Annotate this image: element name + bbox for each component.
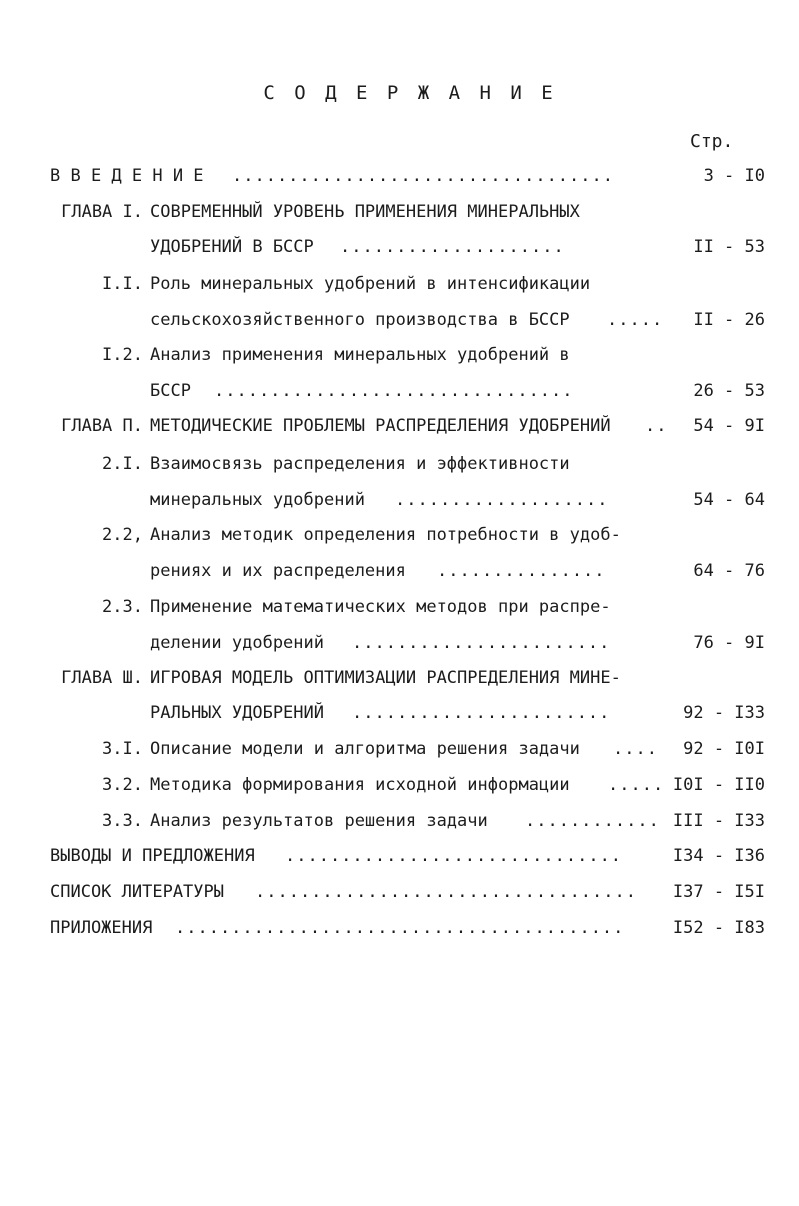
- toc-entry: [0, 772, 799, 798]
- toc-leader-dots: ....................: [340, 237, 565, 257]
- page-title: С О Д Е Р Ж А Н И Е: [263, 82, 557, 104]
- toc-entry: [0, 558, 799, 584]
- toc-entry-pages: III - I33: [672, 811, 765, 831]
- toc-leader-dots: .......................: [352, 703, 611, 723]
- toc-entry-pages: 26 - 53: [693, 381, 765, 401]
- toc-leader-dots: .....: [608, 775, 665, 795]
- toc-leader-dots: .......................: [352, 633, 611, 653]
- toc-entry: [0, 915, 799, 941]
- toc-entry-title: В В Е Д Е Н И Е: [50, 166, 204, 186]
- toc-entry-pages: I52 - I83: [672, 918, 765, 938]
- toc-leader-dots: ..................................: [232, 166, 614, 186]
- toc-entry: [0, 271, 799, 297]
- toc-entry-title: сельскохозяйственного производства в БССР: [150, 310, 570, 330]
- toc-entry: [0, 413, 799, 439]
- toc-entry: [0, 843, 799, 869]
- toc-entry-pages: 64 - 76: [693, 561, 765, 581]
- toc-entry-number: I.2.: [102, 345, 143, 365]
- toc-leader-dots: ............: [525, 811, 660, 831]
- toc-entry-number: I.I.: [102, 274, 143, 294]
- toc-entry: [0, 234, 799, 260]
- toc-entry-pages: 92 - I33: [683, 703, 765, 723]
- toc-entry-number: 3.I.: [102, 739, 143, 759]
- toc-entry: [0, 342, 799, 368]
- toc-entry-title: Роль минеральных удобрений в интенсификации: [150, 274, 591, 294]
- toc-entry-title: СОВРЕМЕННЫЙ УРОВЕНЬ ПРИМЕНЕНИЯ МИНЕРАЛЬНЫХ: [150, 202, 580, 222]
- toc-entry-number: ГЛАВА Ш.: [61, 668, 143, 688]
- toc-entry-title: МЕТОДИЧЕСКИЕ ПРОБЛЕМЫ РАСПРЕДЕЛЕНИЯ УДОБРЕНИЙ: [150, 416, 611, 436]
- toc-leader-dots: ..................................: [255, 882, 637, 902]
- toc-entry-title: Анализ методик определения потребности в удоб-: [150, 525, 621, 545]
- toc-entry-number: 2.I.: [102, 454, 143, 474]
- toc-entry: [0, 594, 799, 620]
- toc-entry-number: ГЛАВА I.: [61, 202, 143, 222]
- toc-entry: [0, 665, 799, 691]
- toc-entry-title: делении удобрений: [150, 633, 324, 653]
- toc-leader-dots: ...............: [437, 561, 606, 581]
- toc-entry: [0, 808, 799, 834]
- toc-entry-number: 2.2,: [102, 525, 143, 545]
- toc-entry: [0, 378, 799, 404]
- toc-entry: [0, 736, 799, 762]
- toc-leader-dots: ........................................: [175, 918, 625, 938]
- toc-entry-title: ВЫВОДЫ И ПРЕДЛОЖЕНИЯ: [50, 846, 255, 866]
- toc-entry-title: Применение математических методов при распре-: [150, 597, 611, 617]
- toc-entry-title: Описание модели и алгоритма решения задачи: [150, 739, 580, 759]
- toc-entry-pages: 3 - I0: [703, 166, 765, 186]
- toc-leader-dots: ...................: [395, 490, 609, 510]
- toc-entry: [0, 163, 799, 189]
- toc-leader-dots: ................................: [214, 381, 574, 401]
- toc-entry-pages: I34 - I36: [672, 846, 765, 866]
- toc-entry: [0, 700, 799, 726]
- toc-entry-number: 3.3.: [102, 811, 143, 831]
- toc-entry-number: 3.2.: [102, 775, 143, 795]
- toc-entry-pages: I37 - I5I: [672, 882, 765, 902]
- toc-entry-title: ПРИЛОЖЕНИЯ: [50, 918, 153, 938]
- toc-entry-pages: II - 26: [693, 310, 765, 330]
- toc-entry-title: Взаимосвязь распределения и эффективности: [150, 454, 570, 474]
- page-column-label: Стр.: [690, 131, 734, 152]
- toc-entry-pages: 76 - 9I: [693, 633, 765, 653]
- toc-entry-title: СПИСОК ЛИТЕРАТУРЫ: [50, 882, 224, 902]
- toc-entry-title: УДОБРЕНИЙ В БССР: [150, 237, 314, 257]
- toc-entry-pages: 54 - 9I: [693, 416, 765, 436]
- toc-entry: [0, 630, 799, 656]
- toc-entry: [0, 307, 799, 333]
- toc-entry-title: Анализ применения минеральных удобрений в: [150, 345, 570, 365]
- toc-entry-title: минеральных удобрений: [150, 490, 365, 510]
- toc-entry: [0, 487, 799, 513]
- toc-leader-dots: ....: [613, 739, 658, 759]
- toc-entry-pages: 54 - 64: [693, 490, 765, 510]
- toc-entry-title: Методика формирования исходной информации: [150, 775, 570, 795]
- toc-leader-dots: .....: [607, 310, 664, 330]
- toc-entry-title: Анализ результатов решения задачи: [150, 811, 488, 831]
- toc-entry-title: БССР: [150, 381, 191, 401]
- toc-leader-dots: ..: [645, 416, 667, 436]
- toc-entry: [0, 199, 799, 225]
- toc-entry-number: 2.3.: [102, 597, 143, 617]
- toc-entry-title: рениях и их распределения: [150, 561, 406, 581]
- toc-entry-pages: 92 - I0I: [683, 739, 765, 759]
- toc-entry-number: ГЛАВА П.: [61, 416, 143, 436]
- toc-entry-pages: II - 53: [693, 237, 765, 257]
- toc-entry-pages: I0I - II0: [672, 775, 765, 795]
- toc-entry: [0, 522, 799, 548]
- toc-leader-dots: ..............................: [285, 846, 623, 866]
- toc-entry: [0, 879, 799, 905]
- toc-entry-title: РАЛЬНЫХ УДОБРЕНИЙ: [150, 703, 324, 723]
- toc-entry-title: ИГРОВАЯ МОДЕЛЬ ОПТИМИЗАЦИИ РАСПРЕДЕЛЕНИЯ МИНЕ-: [150, 668, 621, 688]
- toc-entry: [0, 451, 799, 477]
